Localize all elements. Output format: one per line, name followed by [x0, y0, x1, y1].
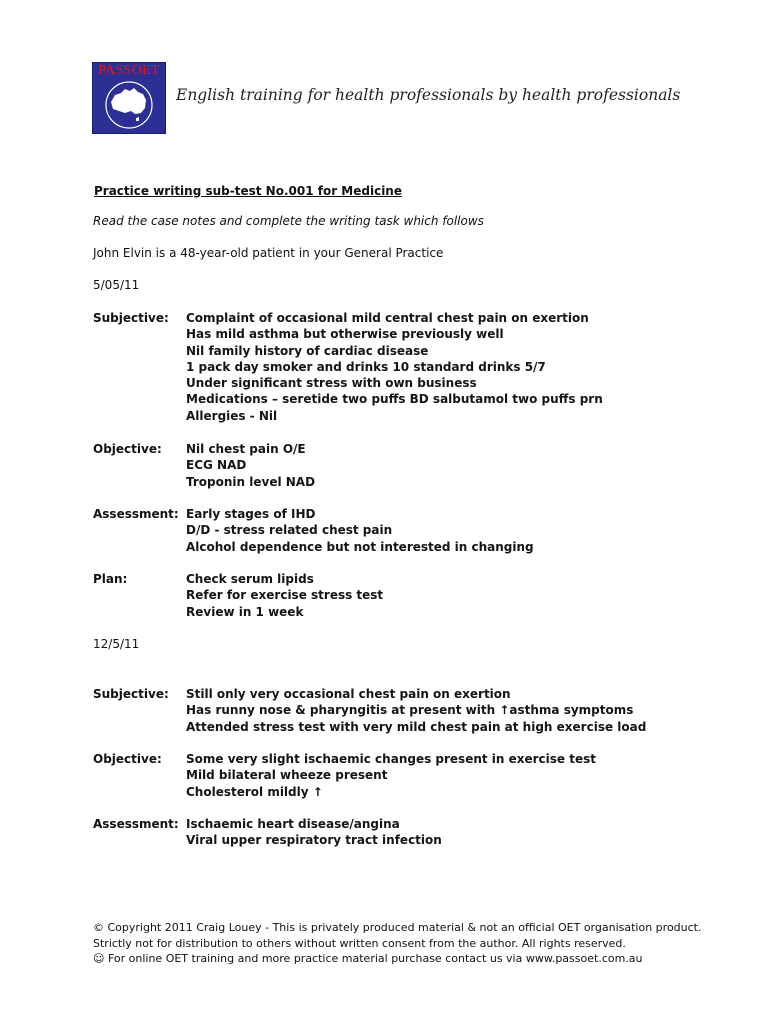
subjective-notes — [186, 686, 646, 735]
visit-date: 12/5/11 — [93, 637, 140, 651]
note-line: Some very slight ischaemic changes present in exercise test — [186, 752, 596, 766]
note-line: Under significant stress with own business — [186, 376, 477, 391]
note-line: Mild bilateral wheeze present — [186, 768, 388, 783]
section-label-objective: Objective: — [93, 752, 162, 766]
note-line: Complaint of occasional mild central chest pain on exertion — [186, 311, 589, 325]
note-line: Has runny nose & pharyngitis at present with ↑asthma symptoms — [186, 703, 634, 718]
section-label-assessment: Assessment: — [93, 507, 179, 521]
section-label-assessment: Assessment: — [93, 817, 179, 831]
globe-australia-icon — [101, 80, 157, 130]
assessment-notes — [186, 506, 534, 555]
note-line: Ischaemic heart disease/angina — [186, 817, 400, 831]
note-line: Early stages of IHD — [186, 507, 316, 521]
note-line: Alcohol dependence but not interested in changing — [186, 539, 534, 554]
note-line: Attended stress test with very mild chest pain at high exercise load — [186, 719, 647, 734]
note-line: ECG NAD — [186, 458, 247, 473]
note-line: Viral upper respiratory tract infection — [186, 833, 442, 848]
note-line: Nil family history of cardiac disease — [186, 343, 429, 358]
tagline: English training for health professionals by health professionals — [176, 86, 681, 104]
distribution-line: Strictly not for distribution to others without written consent from the author. All rights reserved. — [93, 936, 626, 950]
objective-notes — [186, 751, 596, 800]
footer-copyright — [93, 920, 702, 967]
note-line: Refer for exercise stress test — [186, 588, 384, 603]
objective-notes — [186, 441, 315, 490]
section-label-plan: Plan: — [93, 572, 128, 586]
section-label-subjective: Subjective: — [93, 687, 169, 701]
note-line: Nil chest pain O/E — [186, 442, 306, 456]
section-label-subjective: Subjective: — [93, 311, 169, 325]
patient-intro: John Elvin is a 48-year-old patient in your General Practice — [93, 246, 444, 260]
assessment-notes — [186, 816, 442, 849]
passoet-logo — [92, 62, 166, 134]
note-line: 1 pack day smoker and drinks 10 standard drinks 5/7 — [186, 359, 546, 374]
logo-text: PASSOET — [98, 63, 160, 78]
note-line: Troponin level NAD — [186, 474, 316, 489]
subjective-notes — [186, 310, 603, 424]
note-line: Cholesterol mildly ↑ — [186, 784, 323, 799]
note-line: Check serum lipids — [186, 572, 314, 586]
note-line: D/D - stress related chest pain — [186, 523, 393, 538]
page-title: Practice writing sub-test No.001 for Medicine — [94, 184, 402, 198]
note-line: Medications – seretide two puffs BD salbutamol two puffs prn — [186, 392, 603, 407]
note-line: Has mild asthma but otherwise previously well — [186, 327, 504, 342]
note-line: Review in 1 week — [186, 604, 304, 619]
plan-notes — [186, 571, 383, 620]
section-label-objective: Objective: — [93, 442, 162, 456]
copyright-line: © Copyright 2011 Craig Louey - This is privately produced material & not an official OET organisation product. — [93, 921, 702, 934]
visit-date: 5/05/11 — [93, 278, 140, 292]
note-line: Still only very occasional chest pain on exertion — [186, 687, 511, 701]
instruction-text: Read the case notes and complete the writing task which follows — [93, 214, 484, 228]
contact-line: ☺ For online OET training and more practice material purchase contact us via www.passoet.com.au — [93, 952, 643, 965]
note-line: Allergies - Nil — [186, 408, 278, 423]
